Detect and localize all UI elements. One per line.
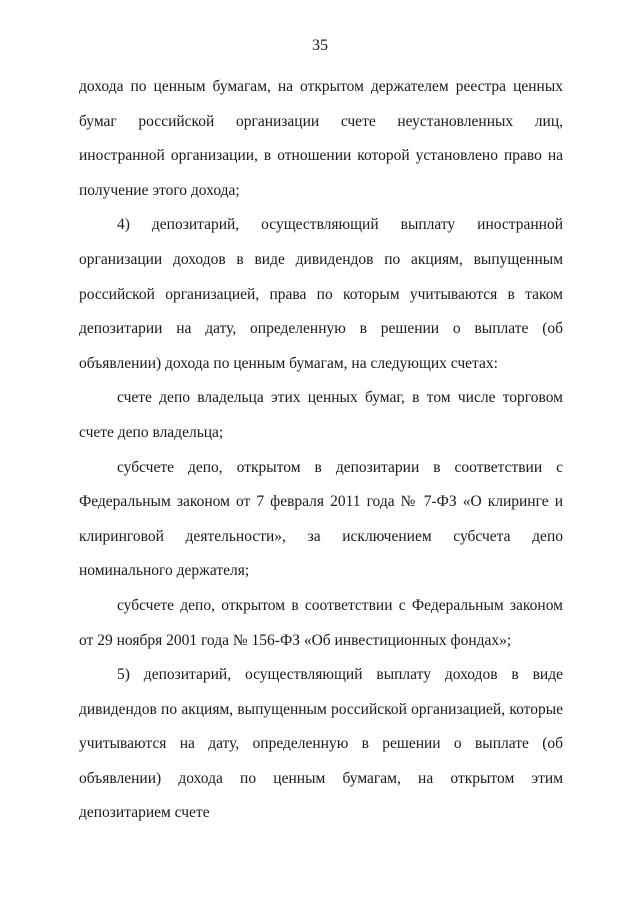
paragraph-item-5: 5) депозитарий, осуществляющий выплату доходов в виде дивидендов по акциям, выпущенным российской организацией, которые учитываются на дату, определенную в решении о выплате (об объявлении) дохода по ценным бумагам, на открытом этим депозитарием счете [79,666,563,822]
document-body [79,70,563,831]
paragraph-item-4: 4) депозитарий, осуществляющий выплату иностранной организации доходов в виде дивидендов по акциям, выпущенным российской организацией, права по которым учитываются в таком депозитарии на дату, определенную в решении о выплате (об объявлении) дохода по ценным бумагам, на следующих счетах: [79,216,563,372]
paragraph-investment-fund-subaccount: субсчете депо, открытом в соответствии с Федеральным законом от 29 ноября 2001 года № 156-ФЗ «Об инвестиционных фондах»; [79,596,563,649]
paragraph-clearing-subaccount: субсчете депо, открытом в депозитарии в соответствии с Федеральным законом от 7 февраля 2011 года № 7-ФЗ «О клиринге и клиринговой деятельности», за исключением субсчета депо номинального держателя; [79,458,563,580]
paragraph-continuation: дохода по ценным бумагам, на открытом держателем реестра ценных бумаг российской организации счете неустановленных лиц, иностранной организации, в отношении которой установлено право на получение этого дохода; [79,78,563,199]
paragraph-owner-account: счете депо владельца этих ценных бумаг, в том числе торговом счете депо владельца; [79,389,563,441]
page-number: 35 [312,37,328,54]
